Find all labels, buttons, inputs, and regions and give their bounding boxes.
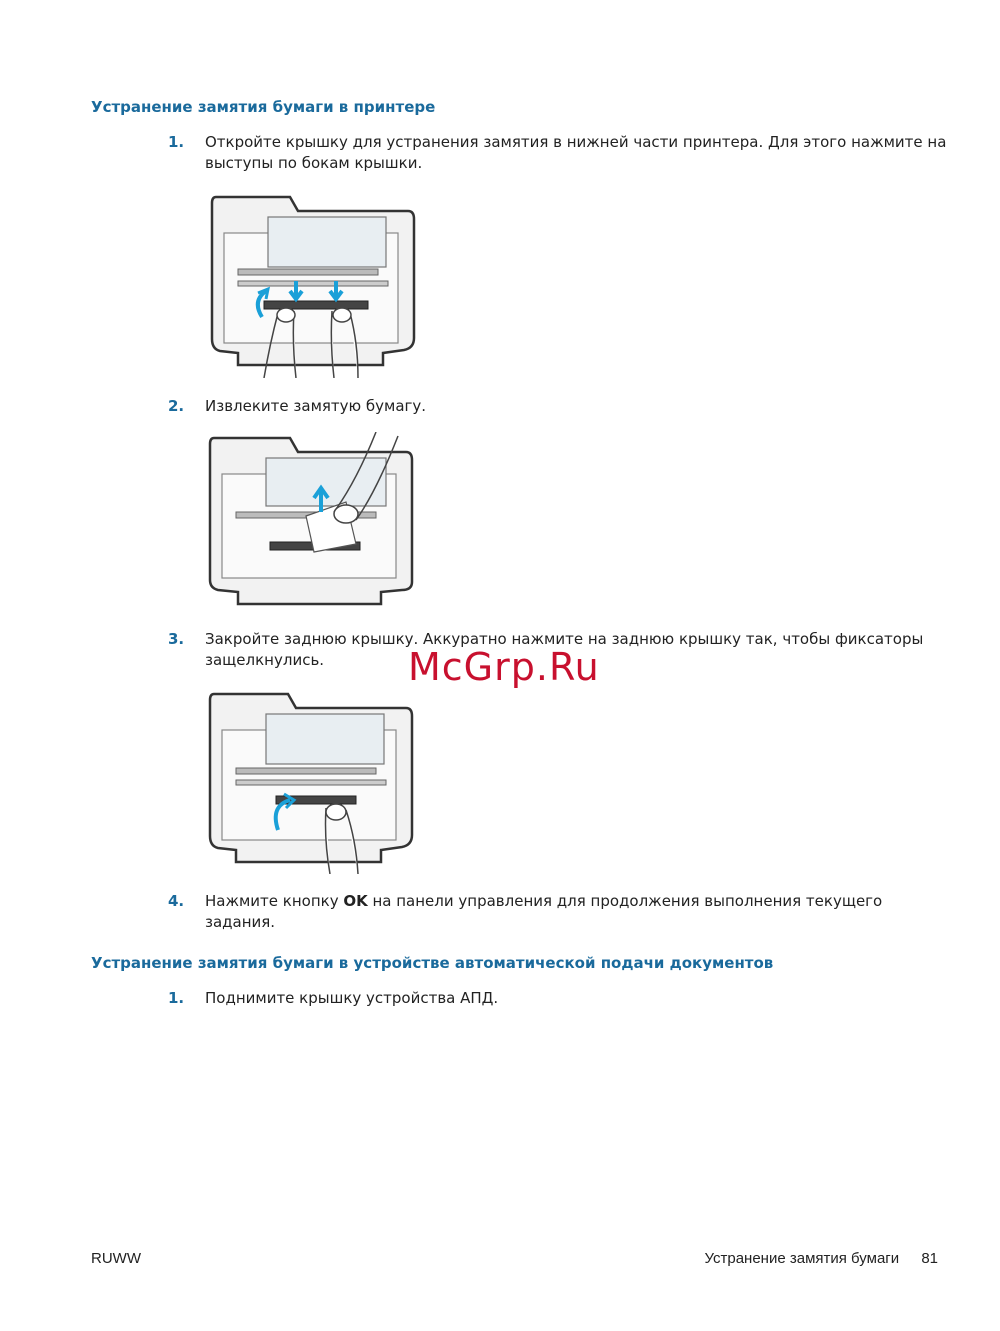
step-text: Закройте заднюю крышку. Аккуратно нажмите на заднюю крышку так, чтобы фиксаторы защелкнулись.: [205, 630, 924, 669]
adf-step-1: [168, 988, 948, 1009]
step-number: 1.: [168, 989, 185, 1007]
step-text: Извлеките замятую бумагу.: [205, 397, 427, 415]
watermark: McGrp.Ru: [408, 645, 600, 689]
section-heading-printer: Устранение замятия бумаги в принтере: [91, 98, 436, 116]
step-2: [168, 396, 948, 417]
footer-left: RUWW: [91, 1250, 141, 1267]
footer-right: [704, 1250, 938, 1267]
step-text: Откройте крышку для устранения замятия в нижней части принтера. Для этого нажмите на выступы по бокам крышки.: [205, 133, 947, 172]
illustration-open-cover: [208, 193, 420, 378]
step-4: [168, 891, 948, 933]
step-number: 4.: [168, 892, 185, 910]
ok-button-label: OK: [343, 892, 368, 910]
illustration-close-cover: [206, 690, 418, 874]
step-number: 2.: [168, 397, 185, 415]
step-1: [168, 132, 948, 174]
illustration-remove-paper: [206, 432, 418, 607]
page-number: 81: [921, 1250, 938, 1267]
step-text-part: Нажмите кнопку: [205, 892, 344, 910]
step-number: 1.: [168, 133, 185, 151]
step-text-part: на панели управления для продолжения выполнения текущего задания.: [205, 892, 883, 931]
section-heading-adf: Устранение замятия бумаги в устройстве автоматической подачи документов: [91, 954, 774, 972]
footer-section: Устранение замятия бумаги: [704, 1250, 900, 1267]
step-number: 3.: [168, 630, 185, 648]
step-text: [205, 891, 948, 933]
step-text: Поднимите крышку устройства АПД.: [205, 989, 499, 1007]
